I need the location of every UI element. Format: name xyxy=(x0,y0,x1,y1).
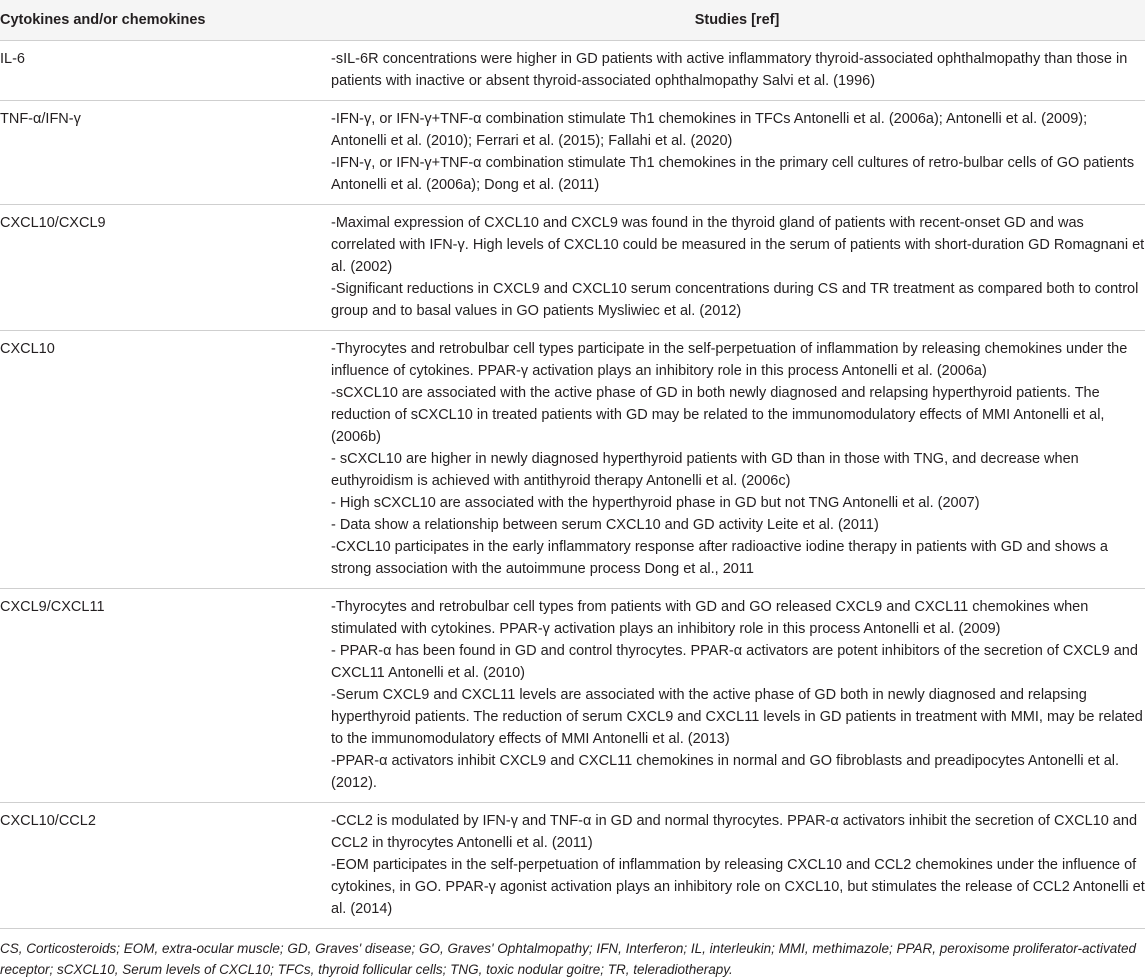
study-entry: -Thyrocytes and retrobulbar cell types from patients with GD and GO released CXCL9 and CXCL11 chemokines when stimulated with cytokines. PPAR-γ activation plays an inhibitory role in this process Antonelli et al. (2009) xyxy=(331,599,1089,637)
study-entry: -sIL-6R concentrations were higher in GD patients with active inflammatory thyroid-associated ophthalmopathy than those in patients with inactive or absent thyroid-associated ophthalmopathy Salvi et al. (1996) xyxy=(331,51,1128,89)
study-entry: -Significant reductions in CXCL9 and CXCL10 serum concentrations during CS and TR treatment as compared both to control group and to basal values in GO patients Mysliwiec et al. (2012) xyxy=(331,281,1139,319)
cytokine-cell: CXCL10/CCL2 xyxy=(0,803,329,929)
cytokine-cell: TNF-α/IFN-γ xyxy=(0,101,329,205)
cytokine-cell: CXCL9/CXCL11 xyxy=(0,589,329,803)
table-body xyxy=(0,41,1145,929)
studies-cell xyxy=(329,205,1145,331)
study-entry: -CCL2 is modulated by IFN-γ and TNF-α in GD and normal thyrocytes. PPAR-α activators inhibit the secretion of CXCL10 and CCL2 in thyrocytes Antonelli et al. (2011) xyxy=(331,813,1138,851)
study-entry: -sCXCL10 are associated with the active phase of GD in both newly diagnosed and relapsing hyperthyroid patients. The reduction of sCXCL10 in treated patients with GD may be related to the immunomodulatory effects of MMI Antonelli et al, (2006b) xyxy=(331,385,1105,445)
study-entry: -IFN-γ, or IFN-γ+TNF-α combination stimulate Th1 chemokines in TFCs Antonelli et al. (2006a); Antonelli et al. (2009); Antonelli et al. (2010); Ferrari et al. (2015); Fallahi et al. (2020) xyxy=(331,111,1088,149)
table-row xyxy=(0,589,1145,803)
studies-cell xyxy=(329,589,1145,803)
study-entry: - PPAR-α has been found in GD and control thyrocytes. PPAR-α activators are potent inhibitors of the secretion of CXCL9 and CXCL11 Antonelli et al. (2010) xyxy=(331,643,1138,681)
cytokine-cell: CXCL10/CXCL9 xyxy=(0,205,329,331)
table-row xyxy=(0,331,1145,589)
table-footnote: CS, Corticosteroids; EOM, extra-ocular muscle; GD, Graves' disease; GO, Graves' Ophtalmopathy; IFN, Interferon; IL, interleukin; MMI, methimazole; PPAR, peroxisome proliferator-activated receptor; sCXCL10, Serum levels of CXCL10; TFCs, thyroid follicular cells; TNG, toxic nodular goitre; TR, teleradiotherapy. xyxy=(0,941,1137,977)
study-entry: -IFN-γ, or IFN-γ+TNF-α combination stimulate Th1 chemokines in the primary cell cultures of retro-bulbar cells of GO patients Antonelli et al. (2006a); Dong et al. (2011) xyxy=(331,155,1135,193)
study-entry: - Data show a relationship between serum CXCL10 and GD activity Leite et al. (2011) xyxy=(331,517,879,533)
header-row xyxy=(0,0,1145,41)
table-row xyxy=(0,101,1145,205)
studies-cell xyxy=(329,331,1145,589)
study-entry: - sCXCL10 are higher in newly diagnosed hyperthyroid patients with GD than in those with TNG, and decrease when euthyroidism is achieved with antithyroid therapy Antonelli et al. (2006c) xyxy=(331,451,1079,489)
header-studies: Studies [ref] xyxy=(329,0,1145,41)
study-entry: -PPAR-α activators inhibit CXCL9 and CXCL11 chemokines in normal and GO fibroblasts and preadipocytes Antonelli et al. (2012). xyxy=(331,753,1120,791)
studies-cell xyxy=(329,803,1145,929)
cytokine-cell: IL-6 xyxy=(0,41,329,101)
studies-cell xyxy=(329,101,1145,205)
study-entry: -Thyrocytes and retrobulbar cell types participate in the self-perpetuation of inflammation by releasing chemokines under the influence of cytokines. PPAR-γ activation plays an inhibitory role in this process Antonelli et al. (2006a) xyxy=(331,341,1128,379)
study-entry: -Serum CXCL9 and CXCL11 levels are associated with the active phase of GD both in newly diagnosed and relapsing hyperthyroid patients. The reduction of serum CXCL9 and CXCL11 levels in GD patients in treatment with MMI, may be related to the immunomodulatory effects of MMI Antonelli et al. (2013) xyxy=(331,687,1143,747)
header-cytokines: Cytokines and/or chemokines xyxy=(0,0,329,41)
study-entry: -Maximal expression of CXCL10 and CXCL9 was found in the thyroid gland of patients with recent-onset GD and was correlated with IFN-γ. High levels of CXCL10 could be measured in the serum of patients with short-duration GD Romagnani et al. (2002) xyxy=(331,215,1145,275)
table-row xyxy=(0,803,1145,929)
cytokine-cell: CXCL10 xyxy=(0,331,329,589)
table-row xyxy=(0,205,1145,331)
study-entry: - High sCXCL10 are associated with the hyperthyroid phase in GD but not TNG Antonelli et al. (2007) xyxy=(331,495,980,511)
study-entry: -CXCL10 participates in the early inflammatory response after radioactive iodine therapy in patients with GD and shows a strong association with the autoimmune process Dong et al., 2011 xyxy=(331,539,1108,577)
table-header xyxy=(0,0,1145,41)
study-entry: -EOM participates in the self-perpetuation of inflammation by releasing CXCL10 and CCL2 chemokines under the influence of cytokines, in GO. PPAR-γ agonist activation plays an inhibitory role on CXCL10, but stimulates the release of CCL2 Antonelli et al. (2014) xyxy=(331,857,1145,917)
table-row xyxy=(0,41,1145,101)
studies-cell xyxy=(329,41,1145,101)
